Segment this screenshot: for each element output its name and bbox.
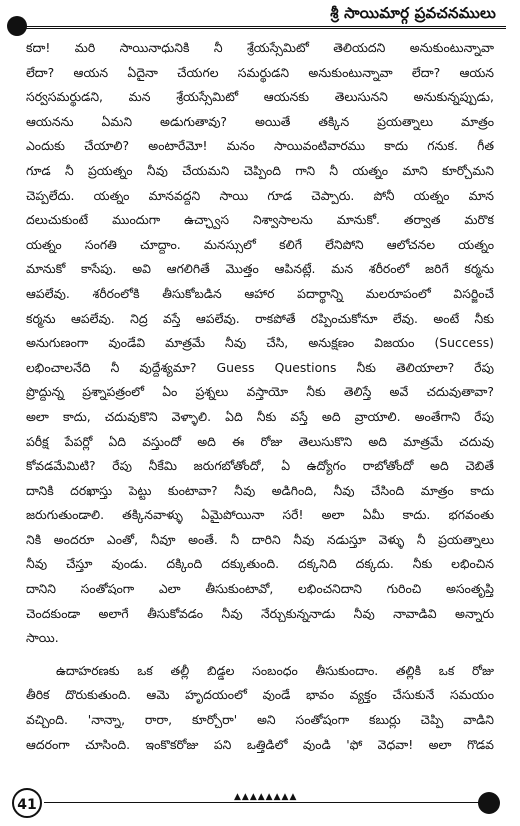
text-line: అనుగుణంగా వుండేవి మాత్రమే నీవు చేసి, అనుక్షణం విజయం (Success) xyxy=(26,335,494,351)
text-line: నీవు చేస్తూ వుండు. దక్కింది దక్కుతుంది. దక్కనిది దక్కదు. నీకు లభించిన xyxy=(26,556,494,572)
text-line: దానిని సంతోషంగా ఎలా తీసుకుంటావో, లభించనిదాని గురించి అసంతృప్తి xyxy=(26,581,494,597)
text-line: చెప్పలేదు. యత్నం మానవద్దని సాయి గూడ చెప్పారు. పోనీ యత్నం మాన xyxy=(26,187,494,203)
text-line: తీరిక దొరుకుతుంది. ఆమె హృదయంలో వుండే భావం వ్యక్తం చేసుకునే సమయం xyxy=(26,687,494,703)
text-line: ఉదాహరణకు ఒక తల్లీ బిడ్డల సంబంధం తీసుకుందాం. తల్లికి ఒక రోజు xyxy=(56,662,494,678)
text-line: ఆపలేవు. శరీరంలోకి తీసుకోబడిన ఆహార పదార్థాన్ని మలరూపంలో విసర్జించే xyxy=(26,285,494,301)
text-line: వచ్చింది. 'నాన్నా, రారా, కూర్చోరా' అని సంతోషంగా కబుర్లు చెప్పి వాడిని xyxy=(26,712,494,728)
text-line: నికి అందరూ ఎంతో, నీవూ అంతే. నీ దారిని నీవు నడుస్తూ వెళ్ళు నీ ప్రయత్నాలు xyxy=(26,531,494,547)
text-line: మానుకో కాసేపు. అవి ఆగలిగితే మొత్తం ఆపినట్లే. మన శరీరంలో జరిగే కర్మను xyxy=(26,261,494,277)
running-header xyxy=(14,0,506,30)
book-title: శ్రీ సాయిమార్గ ప్రవచనములు xyxy=(330,4,496,22)
text-line: చెందకుండా అలాగే తీసుకోవడం నీవు నేర్చుకున్ననాడు నీవు నావాడివి అన్నారు xyxy=(26,605,494,621)
text-line: పరీక్ష పేపర్లో ఏది వస్తుందో అది ఈ రోజు తెలుసుకొని అది మాత్రమే చదువు xyxy=(26,433,494,449)
text-line: సాయి. xyxy=(26,630,59,646)
text-line: కోవడమేమిటి? రేపు నీకేమి జరుగబోతోందో, ఏ ఉద్యోగం రాబోతోందో అది చెబితే xyxy=(26,458,494,474)
text-line: కదా! మరి సాయినాధునికి నీ శ్రేయస్సేమిటో తెలియదని అనుకుంటున్నావా xyxy=(26,40,494,55)
text-line: కర్మను ఆపలేవు. నిద్ర వస్తే ఆపలేవు. రాకపోతే రప్పించుకోనూ లేవు. అంటే నీకు xyxy=(26,310,494,326)
text-line: జరుగుతుండాలి. తక్కినవాళ్ళు ఏమైపోయినా సరే! అలా ఏమీ కాదు. భగవంతు xyxy=(26,507,494,523)
page-footer xyxy=(0,782,520,826)
text-line: సర్వసమర్థుడని, మన శ్రేయస్సేమిటో ఆయనకు తెలుసునని అనుకున్నప్పుడు, xyxy=(26,89,494,105)
paragraph-spacer xyxy=(26,651,494,659)
text-line: ఆదరంగా చూసింది. ఇంకొకరోజు పని ఒత్తిడిలో వుండి 'ఫో వెధవా! అలా గొడవ xyxy=(26,736,494,752)
footer-bullet-ornament xyxy=(478,792,500,814)
text-line: లభించాలనేది నీ వుద్దేశ్యమా? Guess Questions నీకు తెలియాలా? రేపు xyxy=(26,359,494,375)
paragraph-1 xyxy=(26,36,494,651)
text-line: యత్నం సంగతి చూద్దాం. మనస్సులో కలిగే లేనిపోని ఆలోచనల యత్నం xyxy=(26,236,494,252)
text-line: ఎందుకు చేయాలి? అంటారేమో! మనం సాయివంటివారము కాదు గనుక. గీత xyxy=(26,138,494,154)
text-line: దలుచుకుంటే ముందుగా ఉచ్ఛ్వాస నిశ్వాసాలను మానుకో. తర్వాత మరొక xyxy=(26,212,494,228)
text-line: దానికి దరఖాస్తు పెట్టు కుంటావా? నీవు అడిగింది, నీవు చేసింది మాత్రం కాదు xyxy=(26,482,494,498)
text-line: అలా కాదు, చదువుకొని వెళ్ళాలి. ఏది నీకు వస్తే అది వ్రాయాలి. అంతేగాని రేపు xyxy=(26,408,494,424)
text-line: లేదా? ఆయన ఏదైనా చేయగల సమర్థుడని అనుకుంటున్నావా లేదా? ఆయన xyxy=(26,64,494,80)
page-number: 41 xyxy=(12,788,42,818)
footer-rule xyxy=(44,802,480,803)
text-line: గూడ నీ ప్రయత్నం నీవు చేయమని చెప్పింది గాని నీ యత్నం మాని కూర్చోమని xyxy=(26,162,494,178)
header-rule xyxy=(14,26,506,29)
text-line: ప్రొద్దున్న ప్రశ్నాపత్రంలో ఏం ప్రశ్నలు వస్తాయో నీకు తెలిస్తే అవే చదువుతావా? xyxy=(26,384,494,400)
footer-ornament: ▲▲▲▲▲▲▲▲ xyxy=(234,792,298,802)
body-text xyxy=(26,36,494,757)
text-line: ఆయనను ఏమని అడుగుతావు? అయితే తక్కిన ప్రయత్నాలు మాత్రం xyxy=(26,113,494,129)
paragraph-2 xyxy=(26,659,494,757)
